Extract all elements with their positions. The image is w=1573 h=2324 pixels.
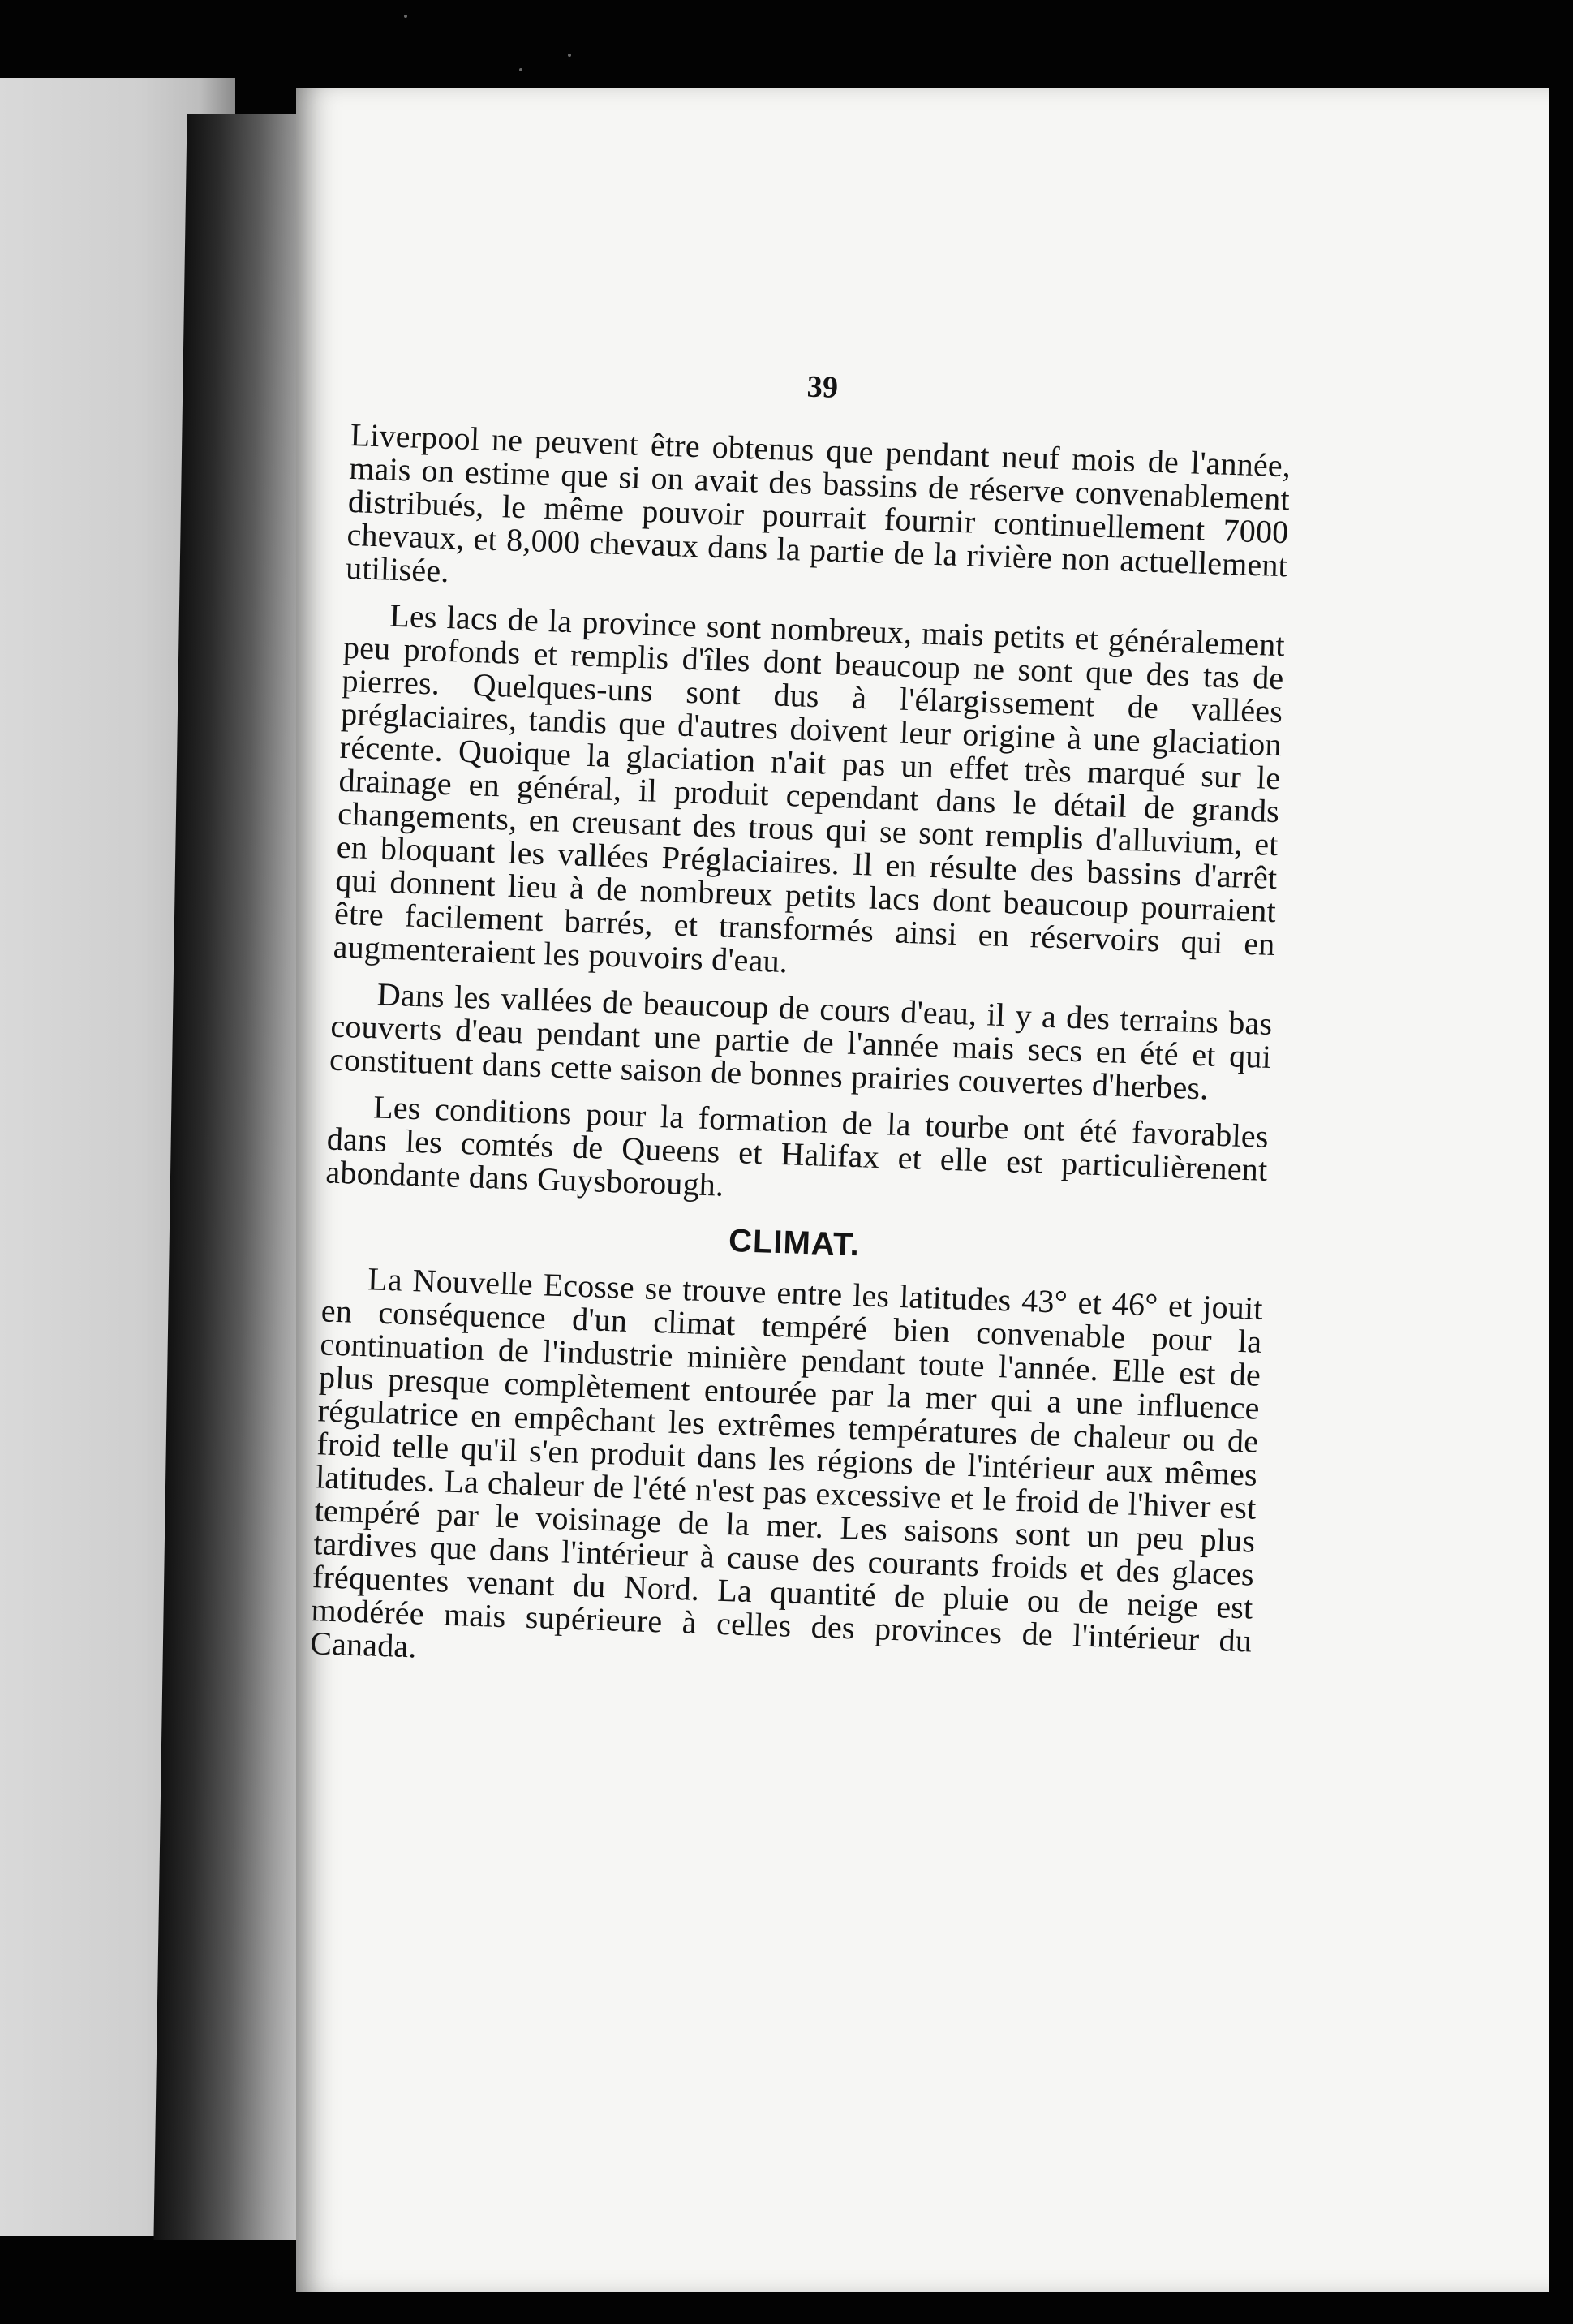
scan-dust-speck <box>404 15 407 18</box>
paragraph-tourbe: Les conditions pour la formation de la tourbe ont été favorables dans les comtés de Queens et Halifax et elle est particulièrenent abondante dans Guysborough. <box>324 1088 1270 1203</box>
paragraph-vallees: Dans les vallées de beaucoup de cours d'eau, il y a des terrains bas couverts d'eau pendant une partie de l'année mais secs en été et qui constituent dans cette saison de bonnes prairies couvertes d'herbes. <box>329 975 1274 1107</box>
scan-dust-speck <box>519 68 522 71</box>
paragraph-climat: La Nouvelle Ecosse se trouve entre les latitudes 43° et 46° et jouit en conséquence d'un climat tempéré bien convenable pour la continuation de l'industrie minière pendant toute l'année. Elle est de plus presque complètement entourée par la mer qui a une influence régulatrice en empêchant les extrêmes températures de chaleur ou de froid telle qu'il s'en produit dans les régions de l'intérieur aux mêmes latitudes. La chaleur de l'été n'est pas excessive et le froid de l'hiver est tempéré par le voisinage de la mer. Les saisons sont un peu plus tardives que dans l'intérieur à cause des courants froids et des glaces fréquentes venant du Nord. La quantité de pluie ou de neige est modérée mais supérieure à celles des provinces de l'intérieur du Canada. <box>309 1260 1264 1665</box>
book-page <box>296 88 1549 2292</box>
page-number: 39 <box>806 369 839 405</box>
scan-dust-speck <box>568 54 571 57</box>
paragraph-lacs: Les lacs de la province sont nombreux, mais petits et généralement peu profonds et remplis d'îles dont beaucoup ne sont que des tas de pierres. Quelques-uns sont dus à l'élargissement de vallées préglaciaires, tandis que d'autres doivent leur origine à une glaciation récente. Quoique la glaciation n'ait pas un effet très marqué sur le drainage en général, il produit cependant dans le détail de grands changements, en creusant des trous qui se sont remplis d'alluvium, et en bloquant les vallées Préglaciaires. Il en résulte des bassins d'arrêt qui donnent lieu à de nombreux petits lacs dont beaucoup pourraient être facilement barrés, et transformés ainsi en réservoirs qui en augmenteraient les pouvoirs d'eau. <box>333 596 1286 980</box>
section-heading-climat: CLIMAT. <box>728 1222 861 1263</box>
page-text-block <box>309 355 1293 1704</box>
paragraph-liverpool: Liverpool ne peuvent être obtenus que pendant neuf mois de l'année, mais on estime que si on avait des bassins de réserve convenablement distribués, le même pouvoir pourrait fournir continuellement 7000 chevaux, et 8,000 chevaux dans la partie de la rivière non actuellement utilisée. <box>345 415 1291 590</box>
